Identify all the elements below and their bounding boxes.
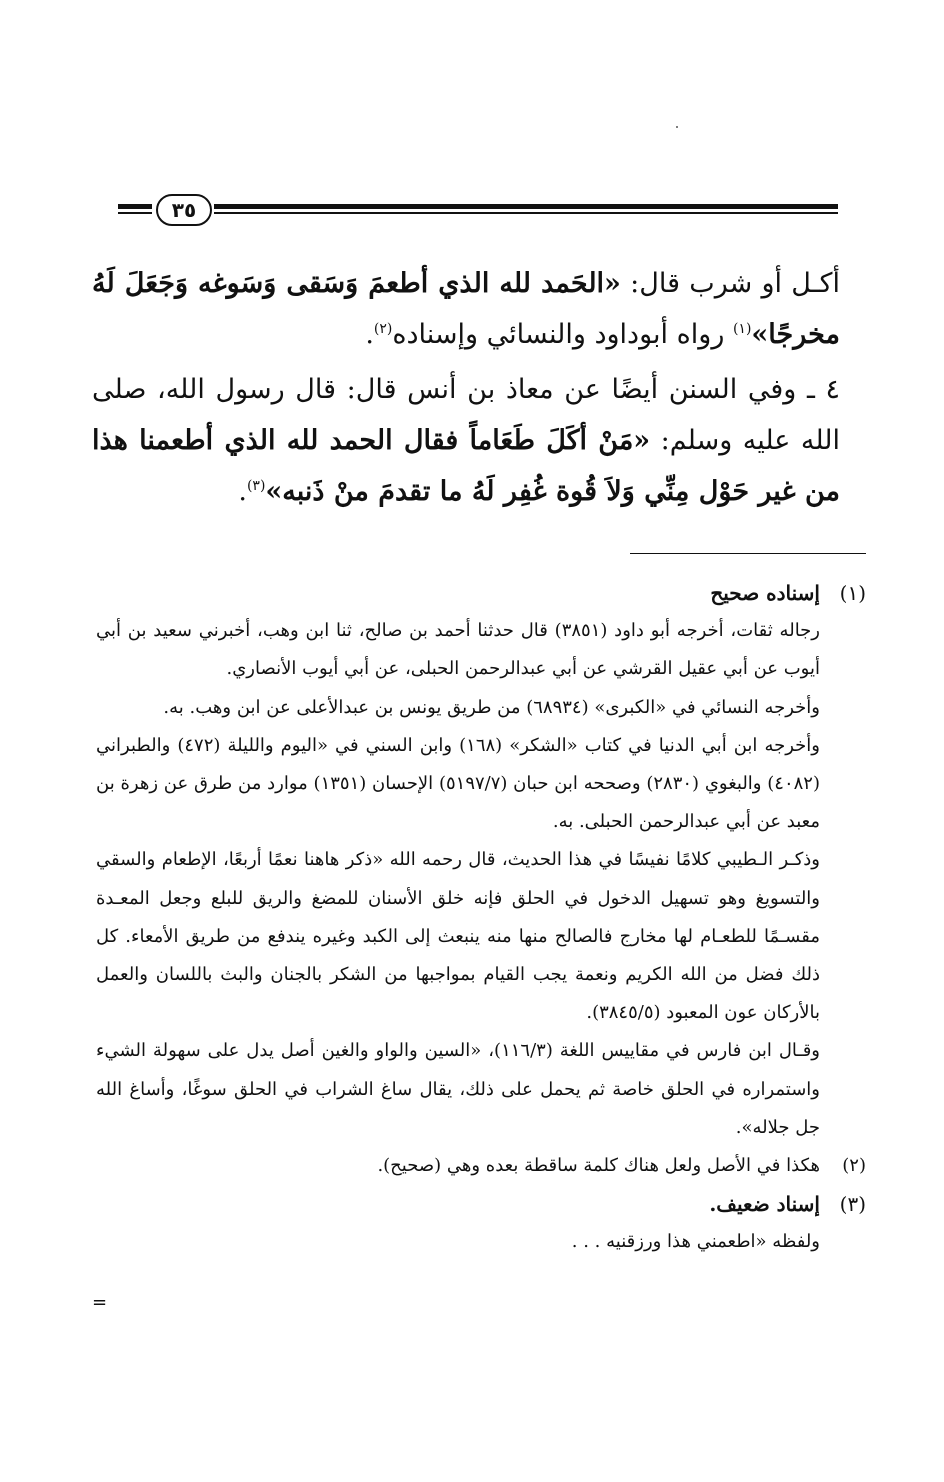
p2-hadith: «مَنْ أكَلَ طَعَاماً فقال الحمد لله الذي أطعمنا هذا من غير حَوْل مِنِّي وَلاَ قُوة غُفِر لَهُ ما تقدمَ منْ ذَنبه»	[92, 425, 840, 507]
footnote-2-text: هكذا في الأصل ولعل هناك كلمة ساقطة بعده وهي (صحيح).	[377, 1155, 820, 1177]
scan-speck	[676, 126, 678, 128]
footnote-3-body	[96, 1223, 820, 1261]
footnote-3-title: إسناد ضعيف.	[709, 1192, 820, 1217]
footnote-ref-3[interactable]: (٣)	[246, 478, 266, 494]
footnote-1-line: وأخرجه ابن أبي الدنيا في كتاب «الشكر» (١٦٨) وابن السني في «اليوم والليلة (٤٧٢) والطبراني (٤٠٨٢) والبغوي (٢٨٣٠) وصححه ابن حبان (٥١٩٧/٧) الإحسان (١٣٥١) موارد من طرق عن زهرة بن معبد عن أبي عبدالرحمن الحبلى. به.	[96, 734, 820, 833]
footnote-2-number: (٢)	[842, 1155, 866, 1177]
footnote-3-heading	[96, 1185, 866, 1223]
footnote-1-line: رجاله ثقات، أخرجه أبو داود (٣٨٥١) قال حدثنا أحمد بن صالح، ثنا ابن وهب، أخبرني سعيد بن أبي أيوب عن أبي عقيل القرشي عن أبي عبدالرحمن الحبلى، عن أبي أيوب الأنصاري.	[96, 620, 820, 680]
header-rule-thick	[214, 204, 838, 209]
footnote-3-text: ولفظه «اطعمني هذا ورزقنيه . . .	[571, 1231, 820, 1253]
main-paragraph-1	[92, 258, 840, 360]
continuation-mark: =	[92, 1292, 108, 1313]
page-number: ٣٥	[156, 194, 212, 226]
footnote-3-number: (٣)	[839, 1192, 866, 1217]
footnote-1-line: وقـال ابن فارس في مقاييس اللغة (١١٦/٣)، «السين والواو والغين أصل يدل على سهولة الشيء واستمراره في الحلق خاصة ثم يحمل على ذلك، يقال ساغ الشراب في الحلق سوغًا، وأساغ الله جل جلاله».	[96, 1040, 820, 1138]
p2-end: .	[238, 476, 247, 507]
footnote-1-number: (١)	[839, 581, 866, 605]
p2-intro: ٤ ـ وفي السنن أيضًا عن معاذ بن أنس قال: قال رسول الله، صلى الله عليه وسلم:	[92, 374, 841, 456]
footnote-ref-2[interactable]: (٢)	[373, 321, 393, 337]
p1-rest: رواه أبوداود والنسائي وإسناده	[392, 319, 733, 350]
main-paragraph-2	[92, 364, 840, 517]
header-rule-short-thin	[118, 212, 152, 214]
footnote-1-title: إسناده صحيح	[710, 581, 820, 605]
footnote-separator	[630, 553, 866, 554]
p1-hadith: «الحَمد لله الذي أطعمَ وَسَقى وَسَوغه وَجَعَلَ لَهُ مخرجًا»	[92, 268, 840, 350]
page-header	[118, 196, 838, 226]
footnote-1-line: وأخرجه النسائي في «الكبرى» (٦٨٩٣٤) من طريق يونس بن عبدالأعلى عن ابن وهب. به.	[163, 696, 820, 718]
footnote-2	[96, 1147, 866, 1185]
footnote-1-line: وذكـر الـطيبي كلامًا نفيسًا في هذا الحديث، قال رحمه الله «ذكر هاهنا نعمًا أربعًا، الإطعام والسقي والتسويغ وهو تسهيل الدخول في الحلق فإنه خلق الأسنان للمضغ والريق للبلع وجعل المعـدة مقسـمًا للطعـام لها مخارج فالصالح منها منه ينبعث إلى الكبد وغيره يندفع من طريق الأمعاء. كل ذلك فضل من الله الكريم ونعمة يجب القيام بمواجبها من الشكر بالجنان والبث باللسان والعمل بالأركان عون المعبود (٣٨٤٥/٥).	[96, 849, 820, 1024]
footnote-1-body	[96, 612, 820, 1147]
header-rule-short-thick	[118, 204, 152, 209]
main-text	[92, 258, 840, 517]
footnote-ref-1[interactable]: (١)	[732, 321, 752, 337]
p1-end: .	[365, 319, 374, 350]
footnotes	[96, 574, 866, 1262]
p1-intro: أكـل أو شرب قال:	[620, 268, 840, 299]
header-rule-thin	[214, 212, 838, 214]
footnote-1-heading	[96, 574, 866, 612]
